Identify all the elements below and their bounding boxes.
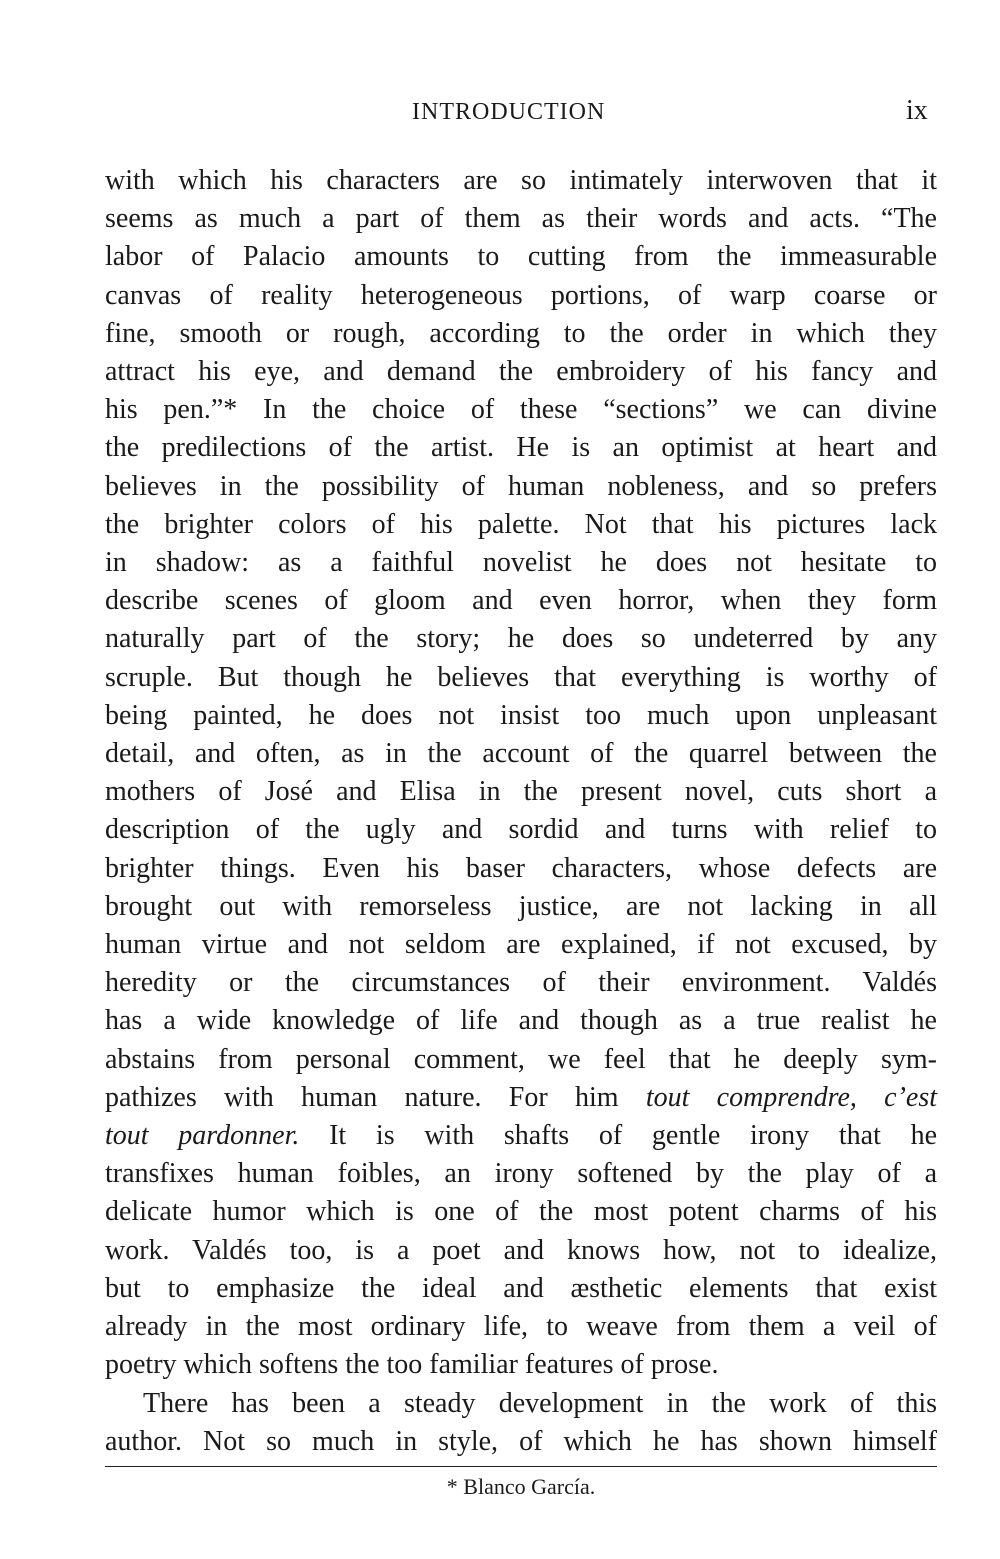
text-line: work. Valdés too, is a poet and knows how, not to idealize,	[105, 1234, 937, 1266]
text-line: brighter things. Even his baser characters, whose defects are	[105, 852, 937, 884]
italic-phrase: tout pardonner.	[105, 1120, 300, 1152]
text-line: description of the ugly and sordid and turns with relief to	[105, 814, 937, 846]
text-line: heredity or the circumstances of their environment. Valdés	[105, 967, 937, 999]
text-line: attract his eye, and demand the embroidery of his fancy and	[105, 356, 937, 388]
text-line: the predilections of the artist. He is an optimist at heart and	[105, 432, 937, 464]
text-line-with-italic	[105, 1079, 937, 1117]
text-line: labor of Palacio amounts to cutting from the immeasurable	[105, 241, 937, 273]
text-segment: It is with shafts of gentle irony that he	[329, 1120, 938, 1152]
text-line: canvas of reality heterogeneous portions, of warp coarse or	[105, 279, 937, 311]
text-line: human virtue and not seldom are explained, if not excused, by	[105, 929, 937, 961]
italic-phrase: tout comprendre, c’est	[645, 1081, 937, 1113]
text-line: his pen.”* In the choice of these “sections” we can divine	[105, 394, 937, 426]
text-line: has a wide knowledge of life and though as a true realist he	[105, 1005, 937, 1037]
text-line: fine, smooth or rough, according to the order in which they	[105, 317, 937, 349]
text-line: believes in the possibility of human nobleness, and so prefers	[105, 470, 937, 502]
text-line: poetry which softens the too familiar features of prose.	[105, 1349, 719, 1381]
text-line: mothers of José and Elisa in the present novel, cuts short a	[105, 776, 937, 808]
page-number: ix	[906, 95, 928, 126]
text-line: being painted, he does not insist too much upon unpleasant	[105, 699, 937, 731]
text-line: describe scenes of gloom and even horror, when they form	[105, 585, 937, 617]
text-line: brought out with remorseless justice, are not lacking in all	[105, 890, 937, 922]
text-line: but to emphasize the ideal and æsthetic elements that exist	[105, 1272, 937, 1304]
text-line: seems as much a part of them as their words and acts. “The	[105, 203, 937, 235]
text-line: naturally part of the story; he does so undeterred by any	[105, 623, 937, 655]
text-line: scruple. But though he believes that everything is worthy of	[105, 661, 937, 693]
text-line: author. Not so much in style, of which he has shown himself	[105, 1425, 937, 1457]
text-line: in shadow: as a faithful novelist he does not hesitate to	[105, 547, 937, 579]
text-line: delicate humor which is one of the most potent charms of his	[105, 1196, 937, 1228]
text-line: with which his characters are so intimately interwoven that it	[105, 165, 937, 196]
text-line-with-italic	[105, 1117, 937, 1155]
text-line: abstains from personal comment, we feel that he deeply sym-	[105, 1043, 937, 1075]
text-line: detail, and often, as in the account of the quarrel between the	[105, 738, 937, 770]
text-line: transfixes human foibles, an irony softened by the play of a	[105, 1158, 937, 1190]
body-text	[105, 162, 937, 1461]
footnote-divider	[105, 1466, 937, 1467]
paragraph-start-line: There has been a steady development in the work of this	[143, 1387, 937, 1419]
running-header-title: INTRODUCTION	[412, 99, 606, 125]
text-line: already in the most ordinary life, to weave from them a veil of	[105, 1311, 937, 1343]
text-line: the brighter colors of his palette. Not that his pictures lack	[105, 508, 937, 540]
text-segment: pathizes with human nature. For him	[105, 1081, 619, 1113]
footnote: * Blanco García.	[446, 1474, 596, 1499]
